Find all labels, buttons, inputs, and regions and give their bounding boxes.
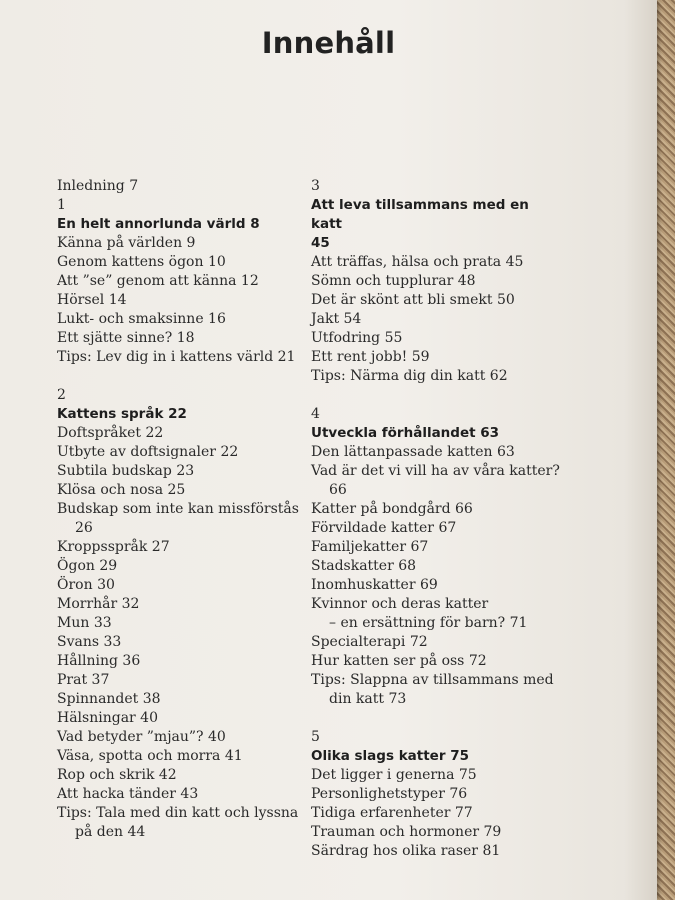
toc-entry: Vad är det vi vill ha av våra katter? (311, 463, 560, 479)
toc-entry: Specialterapi 72 (311, 634, 428, 650)
chapter-title-4: Utveckla förhållandet 63 (311, 425, 500, 441)
toc-entry: Katter på bondgård 66 (311, 501, 473, 517)
toc-entry: Hur katten ser på oss 72 (311, 653, 487, 669)
toc-entry: Att hacka tänder 43 (57, 786, 199, 802)
toc-entry: Ögon 29 (57, 558, 118, 574)
toc-entry: Känna på världen 9 (57, 235, 196, 251)
spacer (311, 386, 551, 405)
chapter-number-5: 5 (311, 729, 320, 745)
toc-entry: Att träffas, hälsa och prata 45 (311, 254, 524, 270)
toc-entry: Lukt- och smaksinne 16 (57, 311, 226, 327)
toc-entry: Morrhår 32 (57, 596, 140, 612)
chapter-title-3-page: 45 (311, 235, 330, 251)
toc-entry: Ett rent jobb! 59 (311, 349, 430, 365)
toc-left-column (57, 177, 297, 842)
toc-entry: Doftspråket 22 (57, 425, 164, 441)
chapter-4-items (311, 443, 560, 709)
chapter-2-items (57, 424, 297, 842)
toc-entry: Särdrag hos olika raser 81 (311, 843, 501, 859)
chapter-title-3: Att leva tillsammans med en katt (311, 197, 529, 232)
toc-entry: Klösa och nosa 25 (57, 482, 186, 498)
toc-entry-intro: Inledning 7 (57, 178, 139, 194)
toc-entry: Vad betyder ”mjau”? 40 (57, 729, 226, 745)
toc-entry: Kroppsspråk 27 (57, 539, 170, 555)
chapter-title-2: Kattens språk 22 (57, 406, 187, 422)
toc-entry: Tips: Slappna av tillsammans med (311, 672, 554, 688)
toc-entry: Tips: Lev dig in i kattens värld 21 (57, 349, 296, 365)
toc-entry: Den lättanpassade katten 63 (311, 444, 515, 460)
toc-entry-continuation: din katt 73 (329, 691, 407, 707)
toc-entry: Sömn och tupplurar 48 (311, 273, 476, 289)
toc-right-column (311, 177, 560, 861)
toc-entry: Prat 37 (57, 672, 110, 688)
toc-entry: Subtila budskap 23 (57, 463, 195, 479)
chapter-number-4: 4 (311, 406, 320, 422)
toc-entry: Hälsningar 40 (57, 710, 158, 726)
chapter-number-3: 3 (311, 178, 320, 194)
toc-entry: Det är skönt att bli smekt 50 (311, 292, 515, 308)
toc-entry: Trauman och hormoner 79 (311, 824, 502, 840)
toc-entry: Förvildade katter 67 (311, 520, 457, 536)
chapter-title-5: Olika slags katter 75 (311, 748, 469, 764)
toc-entry-continuation: 26 (75, 520, 93, 536)
chapter-number-2: 2 (57, 387, 66, 403)
toc-entry: Genom kattens ögon 10 (57, 254, 226, 270)
toc-entry: Att ”se” genom att känna 12 (57, 273, 259, 289)
toc-entry-continuation: på den 44 (75, 824, 146, 840)
toc-entry: Spinnandet 38 (57, 691, 161, 707)
toc-entry: Tips: Närma dig din katt 62 (311, 368, 508, 384)
toc-entry: Tidiga erfarenheter 77 (311, 805, 473, 821)
chapter-1-items (57, 234, 297, 367)
toc-entry: Kvinnor och deras katter (311, 596, 489, 612)
toc-entry: Utbyte av doftsignaler 22 (57, 444, 239, 460)
toc-entry: Svans 33 (57, 634, 122, 650)
toc-entry: Mun 33 (57, 615, 112, 631)
toc-entry: Jakt 54 (311, 311, 362, 327)
toc-entry: Personlighetstyper 76 (311, 786, 468, 802)
toc-entry: Hållning 36 (57, 653, 141, 669)
toc-entry: Utfodring 55 (311, 330, 403, 346)
toc-entry: Det ligger i generna 75 (311, 767, 477, 783)
toc-entry: Budskap som inte kan missförstås (57, 501, 299, 517)
toc-entry: Hörsel 14 (57, 292, 127, 308)
toc-entry: Väsa, spotta och morra 41 (57, 748, 243, 764)
chapter-5-items (311, 766, 551, 861)
toc-entry: Familjekatter 67 (311, 539, 429, 555)
toc-entry: Tips: Tala med din katt och lyssna (57, 805, 299, 821)
toc-entry: Inomhuskatter 69 (311, 577, 438, 593)
chapter-title-1: En helt annorlunda värld 8 (57, 216, 260, 232)
toc-entry-continuation: 66 (329, 482, 347, 498)
toc-entry: Rop och skrik 42 (57, 767, 177, 783)
page-title: Innehåll (261, 26, 396, 60)
chapter-3-items (311, 253, 551, 386)
toc-entry: Öron 30 (57, 577, 115, 593)
toc-entry-continuation: – en ersättning för barn? 71 (329, 615, 528, 631)
spacer (57, 367, 297, 386)
toc-entry: Ett sjätte sinne? 18 (57, 330, 195, 346)
chapter-number-1: 1 (57, 197, 66, 213)
toc-entry: Stadskatter 68 (311, 558, 417, 574)
spacer (311, 709, 551, 728)
